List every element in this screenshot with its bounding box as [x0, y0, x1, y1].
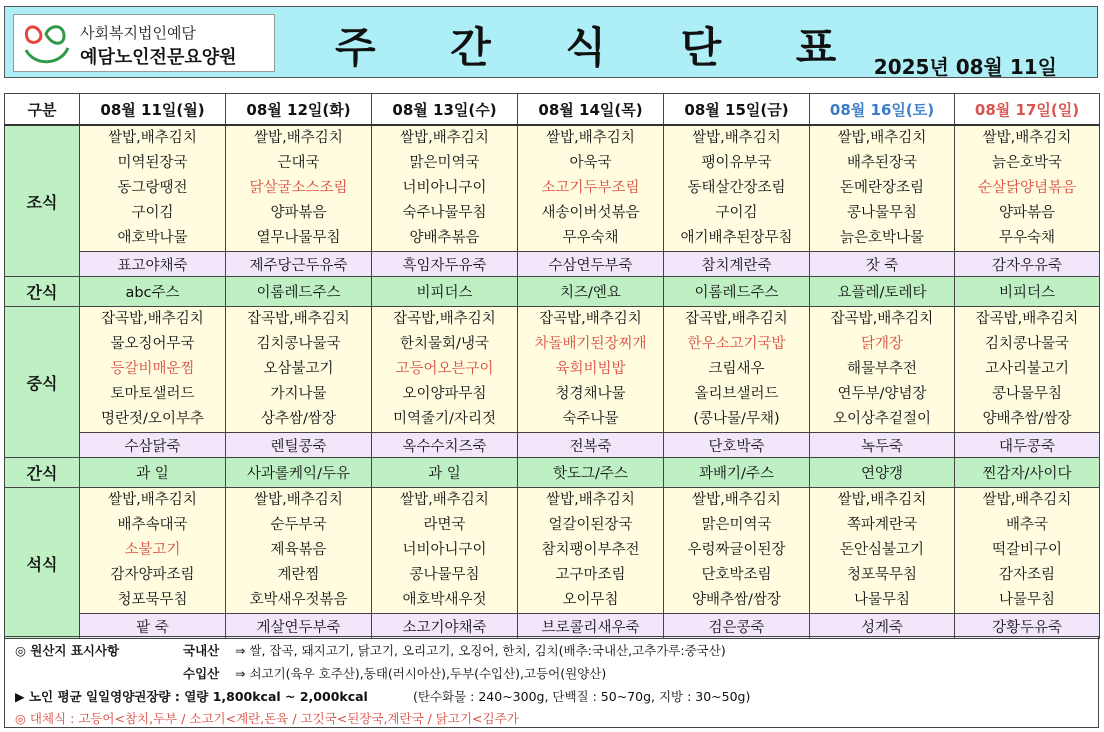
snack-cell: 찐감자/사이다 [955, 458, 1100, 488]
nutrition-detail: (탄수화물 : 240~300g, 단백질 : 50~70g, 지방 : 30~50g) [413, 689, 751, 704]
menu-item: 아욱국 [569, 155, 612, 171]
footer-notes [4, 636, 1099, 728]
day-header-tue: 08월 12일(화) [226, 94, 372, 126]
porridge-cell: 표고야채죽 [80, 252, 226, 277]
menu-item: 나물무침 [998, 592, 1056, 608]
menu-item: 감자양파조림 [110, 567, 195, 583]
menu-item: 고구마조림 [555, 567, 626, 583]
meal-label-lunch: 중식 [5, 307, 80, 458]
origin-title: ◎ 원산지 표시사항 [15, 643, 120, 658]
menu-item: 명란젓/오이부추 [101, 411, 204, 427]
menu-item: 단호박조림 [701, 567, 772, 583]
menu-item: 쌀밥,배추김치 [254, 130, 343, 146]
menu-item: 쌀밥,배추김치 [254, 492, 343, 508]
menu-item: 잡곡밥,배추김치 [101, 311, 204, 327]
meal-cell [810, 307, 955, 433]
menu-item: 구이김 [131, 205, 174, 221]
menu-item: 돈안심불고기 [839, 542, 925, 558]
menu-item: 무우숙채 [998, 230, 1056, 246]
meal-cell [810, 125, 955, 252]
menu-item: 늙은호박국 [991, 155, 1063, 171]
snack-cell: 꽈배기/주스 [664, 458, 810, 488]
porridge-cell: 소고기야채죽 [372, 614, 518, 639]
menu-item: 양파볶음 [998, 205, 1056, 221]
porridge-cell: 참치계란죽 [664, 252, 810, 277]
dinner-porridge-row [5, 614, 1100, 639]
meal-cell [518, 307, 664, 433]
corner-label: 구분 [5, 94, 80, 126]
menu-item: 순두부국 [270, 517, 327, 533]
menu-item: 잡곡밥,배추김치 [247, 311, 350, 327]
menu-item: 얼갈이된장국 [548, 517, 633, 533]
menu-item: 배추국 [1005, 517, 1049, 533]
import-text: ⇒ 쇠고기(육우 호주산),동태(러시아산),두부(수입산),고등어(원양산) [235, 666, 607, 681]
menu-item: 구이김 [715, 205, 758, 221]
porridge-cell: 전복죽 [518, 433, 664, 458]
day-header-thu: 08월 14일(목) [518, 94, 664, 126]
domestic-text: ⇒ 쌀, 잡곡, 돼지고기, 닭고기, 오리고기, 오징어, 한치, 김치(배추:국내산,고추가루:중국산) [235, 643, 726, 658]
menu-item: 등갈비매운찜 [110, 361, 195, 377]
porridge-cell: 옥수수치즈죽 [372, 433, 518, 458]
menu-item: 청포묵무침 [846, 567, 918, 583]
menu-item: 청경채나물 [555, 386, 626, 402]
meal-label-breakfast: 조식 [5, 125, 80, 277]
menu-item: 맑은미역국 [409, 155, 480, 171]
menu-date: 2025년 08월 11일 [873, 55, 1057, 79]
menu-item: 닭개장 [860, 336, 904, 352]
menu-item: 숙주나물무침 [402, 205, 487, 221]
menu-item: 늙은호박나물 [839, 230, 925, 246]
domestic-label: 국내산 [183, 643, 220, 658]
snack-cell: 비피더스 [955, 277, 1100, 307]
snack1-row [5, 277, 1100, 307]
meal-cell [226, 125, 372, 252]
menu-item: 순살닭양념볶음 [977, 180, 1077, 196]
porridge-cell: 팥 죽 [80, 614, 226, 639]
menu-item: 감자조림 [998, 567, 1056, 583]
menu-item: 양배추볶음 [409, 230, 480, 246]
logo-leaf-icon [20, 20, 74, 68]
menu-item: 참치팽이부추전 [541, 542, 640, 558]
menu-item: 너비아니구이 [402, 542, 487, 558]
menu-item: 고사리불고기 [984, 361, 1070, 377]
menu-item: 해물부추전 [846, 361, 918, 377]
porridge-cell: 브로콜리새우죽 [518, 614, 664, 639]
day-header-fri: 08월 15일(금) [664, 94, 810, 126]
meal-cell [372, 307, 518, 433]
menu-item: 육회비빔밥 [555, 361, 626, 377]
menu-item: 동그랑땡전 [117, 180, 188, 196]
meal-cell [955, 488, 1100, 614]
menu-item: 맑은미역국 [701, 517, 772, 533]
menu-item: 잡곡밥,배추김치 [830, 311, 934, 327]
menu-item: 쌀밥,배추김치 [108, 130, 197, 146]
snack-cell: 치즈/엔요 [518, 277, 664, 307]
menu-item: 잡곡밥,배추김치 [393, 311, 496, 327]
meal-cell [664, 488, 810, 614]
meal-label-snack: 간식 [5, 458, 80, 488]
snack-cell: 연양갱 [810, 458, 955, 488]
snack-cell: 과 일 [372, 458, 518, 488]
dinner-row [5, 488, 1100, 614]
menu-item: 쌀밥,배추김치 [546, 130, 635, 146]
porridge-cell: 수삼닭죽 [80, 433, 226, 458]
meal-cell [226, 307, 372, 433]
menu-item: 쌀밥,배추김치 [400, 130, 489, 146]
breakfast-porridge-row [5, 252, 1100, 277]
meal-cell [518, 488, 664, 614]
menu-item: 차돌배기된장찌개 [534, 336, 647, 352]
porridge-cell: 감자우유죽 [955, 252, 1100, 277]
menu-item: 콩나물무침 [991, 386, 1063, 402]
meal-cell [80, 307, 226, 433]
menu-item: 잡곡밥,배추김치 [685, 311, 788, 327]
page-title: 주 간 식 단 표 [335, 23, 867, 72]
menu-item: 가지나물 [270, 386, 327, 402]
logo [13, 14, 275, 72]
meal-cell [80, 125, 226, 252]
porridge-cell: 수삼연두부죽 [518, 252, 664, 277]
snack-cell: abc주스 [80, 277, 226, 307]
menu-item: 청포묵무침 [117, 592, 188, 608]
org-name-line1: 사회복지법인예담 [80, 24, 196, 42]
menu-item: 라면국 [423, 517, 466, 533]
porridge-cell: 강황두유죽 [955, 614, 1100, 639]
menu-item: 잡곡밥,배추김치 [539, 311, 642, 327]
menu-item: 연두부/양념장 [837, 386, 927, 402]
meal-cell [80, 488, 226, 614]
menu-item: 쌀밥,배추김치 [837, 492, 927, 508]
meal-cell [955, 307, 1100, 433]
meal-label-snack: 간식 [5, 277, 80, 307]
menu-item: 팽이유부국 [701, 155, 772, 171]
menu-item: 제육볶음 [270, 542, 327, 558]
menu-item: 너비아니구이 [402, 180, 487, 196]
menu-item: 열무나물무침 [256, 230, 341, 246]
porridge-cell: 검은콩죽 [664, 614, 810, 639]
substitute-note: ◎ 대체식 : 고등어<참치,두부 / 소고기<계란,돈육 / 고깃국<된장국,계란국 / 닭고기<김주가 [15, 711, 519, 726]
menu-item: 오이상추겉절이 [832, 411, 932, 427]
porridge-cell: 녹두죽 [810, 433, 955, 458]
porridge-cell: 잣 죽 [810, 252, 955, 277]
menu-item: 잡곡밥,배추김치 [975, 311, 1079, 327]
porridge-cell: 대두콩죽 [955, 433, 1100, 458]
menu-item: 계란찜 [277, 567, 320, 583]
day-header-sun: 08월 17일(일) [955, 94, 1100, 126]
menu-item: 양배추쌈/쌈장 [982, 411, 1072, 427]
menu-item: 소불고기 [124, 542, 181, 558]
menu-item: 쌀밥,배추김치 [400, 492, 489, 508]
meal-cell [810, 488, 955, 614]
menu-item: 애기배추된장무침 [680, 230, 793, 246]
meal-cell [518, 125, 664, 252]
menu-item: 쌀밥,배추김치 [982, 130, 1072, 146]
menu-item: 양배추쌈/쌈장 [692, 592, 781, 608]
menu-item: 배추된장국 [846, 155, 918, 171]
snack2-row [5, 458, 1100, 488]
porridge-cell: 단호박죽 [664, 433, 810, 458]
menu-item: 숙주나물 [562, 411, 619, 427]
menu-item: 콩나물무침 [846, 205, 918, 221]
day-header-row [5, 94, 1100, 126]
menu-item: 양파볶음 [270, 205, 327, 221]
porridge-cell: 제주당근두유죽 [226, 252, 372, 277]
menu-item: 나물무침 [853, 592, 911, 608]
meal-cell [664, 125, 810, 252]
menu-item: 오이양파무침 [402, 386, 487, 402]
menu-item: 우렁짜글이된장 [687, 542, 786, 558]
menu-item: (콩나물/무채) [693, 411, 780, 427]
snack-cell: 요플레/토레타 [810, 277, 955, 307]
menu-item: 호박새우젓볶음 [249, 592, 348, 608]
menu-item: 무우숙채 [562, 230, 619, 246]
menu-item: 한치물회/냉국 [400, 336, 489, 352]
breakfast-row [5, 125, 1100, 252]
weekly-menu-table [4, 93, 1100, 639]
day-header-sat: 08월 16일(토) [810, 94, 955, 126]
snack-cell: 이롬레드주스 [664, 277, 810, 307]
meal-label-dinner: 석식 [5, 488, 80, 639]
menu-item: 콩나물무침 [409, 567, 480, 583]
menu-item: 쌀밥,배추김치 [108, 492, 197, 508]
menu-item: 쌀밥,배추김치 [982, 492, 1072, 508]
meal-cell [372, 488, 518, 614]
day-header-mon: 08월 11일(월) [80, 94, 226, 126]
menu-item: 쪽파계란국 [846, 517, 918, 533]
menu-item: 닭살굴소스조림 [249, 180, 348, 196]
menu-item: 한우소고기국밥 [687, 336, 786, 352]
menu-item: 고등어오븐구이 [395, 361, 494, 377]
menu-item: 돈메란장조림 [839, 180, 925, 196]
snack-cell: 핫도그/주스 [518, 458, 664, 488]
menu-item: 소고기두부조림 [541, 180, 640, 196]
menu-item: 오삼불고기 [263, 361, 334, 377]
menu-item: 떡갈비구이 [991, 542, 1063, 558]
meal-cell [226, 488, 372, 614]
menu-item: 애호박나물 [117, 230, 188, 246]
porridge-cell: 게살연두부죽 [226, 614, 372, 639]
menu-item: 물오징어무국 [110, 336, 195, 352]
day-header-wed: 08월 13일(수) [372, 94, 518, 126]
porridge-cell: 성게죽 [810, 614, 955, 639]
menu-item: 미역된장국 [117, 155, 188, 171]
menu-item: 애호박새우젓 [402, 592, 487, 608]
menu-item: 크림새우 [708, 361, 765, 377]
menu-item: 쌀밥,배추김치 [692, 492, 781, 508]
menu-item: 동태살간장조림 [687, 180, 786, 196]
menu-item: 쌀밥,배추김치 [546, 492, 635, 508]
meal-cell [955, 125, 1100, 252]
menu-item: 김치콩나물국 [256, 336, 341, 352]
header-banner [4, 6, 1098, 78]
porridge-cell: 흑임자두유죽 [372, 252, 518, 277]
menu-item: 쌀밥,배추김치 [837, 130, 927, 146]
lunch-row [5, 307, 1100, 433]
snack-cell: 비피더스 [372, 277, 518, 307]
menu-item: 새송이버섯볶음 [541, 205, 640, 221]
menu-item: 상추쌈/쌈장 [261, 411, 336, 427]
menu-item: 쌀밥,배추김치 [692, 130, 781, 146]
snack-cell: 과 일 [80, 458, 226, 488]
menu-item: 올리브샐러드 [694, 386, 779, 402]
lunch-porridge-row [5, 433, 1100, 458]
menu-item: 미역줄기/자리젓 [393, 411, 496, 427]
menu-item: 배추속대국 [117, 517, 188, 533]
menu-item: 토마토샐러드 [110, 386, 195, 402]
import-label: 수입산 [183, 666, 220, 681]
menu-item: 김치콩나물국 [984, 336, 1070, 352]
nutrition-guideline: ▶ 노인 평균 일일영양권장량 : 열량 1,800kcal ~ 2,000kcal [15, 689, 368, 704]
menu-item: 오이무침 [562, 592, 619, 608]
snack-cell: 사과롤케익/두유 [226, 458, 372, 488]
meal-cell [664, 307, 810, 433]
snack-cell: 이롬레드주스 [226, 277, 372, 307]
porridge-cell: 렌틸콩죽 [226, 433, 372, 458]
meal-cell [372, 125, 518, 252]
org-name-line2: 예담노인전문요양원 [80, 47, 237, 68]
menu-item: 근대국 [277, 155, 320, 171]
